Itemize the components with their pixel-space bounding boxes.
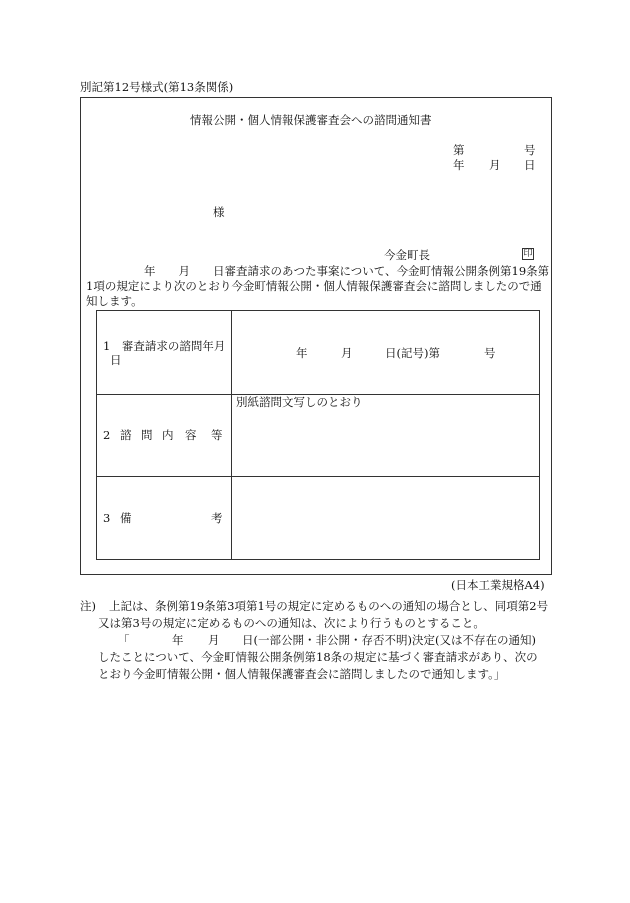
table-row-divider-2: [97, 476, 539, 477]
note-line-3-year: 年: [172, 633, 184, 647]
addressee-honorific: 様: [213, 205, 225, 219]
row3-label-char-2: 考: [211, 511, 223, 525]
number-suffix: 号: [524, 143, 536, 157]
row3-label-char-1: 備: [120, 511, 132, 525]
row2-label-char-2: 問: [141, 428, 153, 442]
row1-value-month: 月: [341, 346, 353, 360]
note-line-1: 上記は、条例第19条第3項第1号の規定に定めるものへの通知の場合とし、同項第2号: [109, 599, 549, 613]
row3-label-number: 3: [103, 511, 111, 525]
body-line-1: 年 月 日審査請求のあつた事案について、今金町情報公開条例第19条第: [144, 264, 550, 278]
note-label: 注): [80, 599, 96, 613]
seal-mark: 印: [523, 249, 533, 259]
note-line-3-month: 月: [208, 633, 220, 647]
note-line-5: とおり今金町情報公開・個人情報保護審査会に諮問しましたので通知します。」: [98, 667, 506, 681]
table-column-divider: [231, 311, 232, 559]
row2-label-number: 2: [103, 428, 111, 442]
date-month: 月: [489, 158, 501, 172]
document-title: 情報公開・個人情報保護審査会への諮問通知書: [190, 113, 432, 127]
body-line-3: 知します。: [86, 294, 143, 308]
row2-label-char-4: 容: [185, 428, 197, 442]
row1-label-line1: 1 審査請求の諮問年月: [103, 339, 226, 353]
date-day: 日: [524, 158, 536, 172]
note-line-3-open: 「: [118, 633, 130, 647]
date-year: 年: [453, 158, 465, 172]
row2-label-char-3: 内: [162, 428, 174, 442]
sender-name: 今金町長: [384, 248, 430, 262]
row2-value: 別紙諮問文写しのとおり: [236, 395, 363, 409]
note-line-2: 又は第3号の規定に定めるものへの通知は、次により行うものとすること。: [98, 616, 485, 630]
row2-label-char-1: 諮: [120, 428, 132, 442]
row1-value-number: 号: [484, 346, 496, 360]
paper-size-spec: (日本工業規格A4): [451, 578, 545, 592]
number-prefix: 第: [453, 143, 465, 157]
body-line-2: 1項の規定により次のとおり今金町情報公開・個人情報保護審査会に諮問しましたので通: [86, 279, 542, 293]
note-line-3-rest: 日(一部公開・非公開・存否不明)決定(又は不存在の通知): [242, 633, 536, 647]
row2-label-char-5: 等: [211, 428, 223, 442]
form-reference-label: 別記第12号様式(第13条関係): [80, 80, 234, 94]
row1-value-day: 日(記号)第: [385, 346, 440, 360]
note-line-4: したことについて、今金町情報公開条例第18条の規定に基づく審査請求があり、次の: [98, 650, 538, 664]
row1-value-year: 年: [296, 346, 308, 360]
row1-label-line2: 日: [110, 353, 122, 367]
